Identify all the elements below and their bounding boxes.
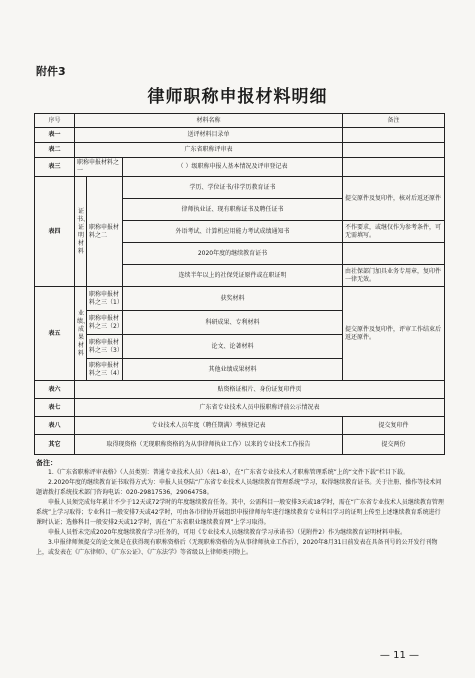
sub-category: 职称申报材料之一	[75, 158, 123, 177]
material-name: 连续半年以上的社保凭证原件或在职证明	[123, 265, 343, 287]
material-name: 取得现资格（无现职称资格的为从事律师执业工作）以来的专业技术工作报告	[75, 435, 343, 455]
remark-cell	[343, 128, 445, 143]
note-item: 3.申报律师须提交的论文须是在获得现有职称资格后（无现职称资格的为从事律师执业工作后），2020年8月31日前发表在具备刊号的公开发行刊物上，或发表在《广东律师》、《广东公证》、《广东法学》等省级以上律师类刊物上。	[36, 539, 438, 556]
note-item: 申报人员暂未完成2020年度继续教育学习任务的，可用《专业技术人员继续教育学习承诺书》（见附件2）作为继续教育证明材料申报。	[48, 529, 407, 536]
remark-cell	[343, 158, 445, 177]
row-label: 表二	[35, 143, 75, 158]
table-row	[35, 177, 445, 199]
material-name: 学历、学位证书/非学历教育证书	[123, 177, 343, 199]
sub-category: 职称申报材料之三（3）	[87, 335, 123, 359]
material-name: 广东省专业技术人员申报职称评前公示情况表	[75, 399, 445, 417]
row-label: 表七	[35, 399, 75, 417]
material-name: 论文、论著材料	[123, 335, 343, 359]
material-name: （ ）级职称申报人基本情况及评审登记表	[123, 158, 343, 177]
remark-cell: 提交原件及复印件，评审工作结束后返还原件。	[343, 287, 445, 381]
sub-category: 职称申报材料之三（4）	[87, 359, 123, 381]
table-row	[35, 158, 445, 177]
header-seq: 序号	[35, 114, 75, 128]
materials-table	[34, 113, 445, 455]
vertical-text: 业绩、成果材料	[77, 309, 90, 357]
remark-cell: 提交复印件	[343, 417, 445, 435]
remark-cell: 提交原件及复印件，核对后返还原件	[343, 177, 445, 221]
sub-category: 职称申报材料之二	[87, 177, 123, 287]
page-number: — 11 —	[379, 650, 419, 661]
material-name: 送评材料目录单	[75, 128, 343, 143]
remark-cell: 不作要求，或继仅作为参考条件，可无需填写。	[343, 221, 445, 243]
row-label: 表五	[35, 287, 75, 381]
note-item: 2.2020年度的继续教育证书取得方式为：申报人员登陆“广东省专业技术人员继续教育管理系统”学习，取得继续教育证书。关于注册、操作等技术问题请拨打系统技术部门咨询电话：020-29817536，29064758。	[36, 479, 442, 496]
row-label: 表三	[35, 158, 75, 177]
row-label: 其它	[35, 435, 75, 455]
remark-cell	[343, 143, 445, 158]
table-row	[35, 399, 445, 417]
row-label: 表一	[35, 128, 75, 143]
vertical-category	[75, 287, 90, 381]
header-remark: 备注	[343, 114, 445, 128]
notes-section	[36, 458, 446, 558]
table-row	[35, 435, 445, 455]
table-row	[35, 381, 445, 399]
header-name: 材料名称	[75, 114, 343, 128]
vertical-text: 证书、证明材料	[77, 207, 90, 255]
material-name: 广东省职称评审表	[75, 143, 343, 158]
material-name: 外语考试、计算机应用能力考试成绩通知书	[123, 221, 343, 243]
remark-cell: 提交两份	[343, 435, 445, 455]
note-item: 申报人员须完成每年累计不少于12天或72学时的年度继续教育任务。其中，公需科目一般安排3天或18学时，需在“广东省专业技术人员继续教育管理系统”上学习取得；专业科目一般安排7天或42学时，可由各市律协开展组织申报律师每年进行继续教育专业科目学习的证明上传至上述继续教育系统进行课时认证；选修科目一般安排2天或12学时，需在“广东省职业继续教育网”上学习取得。	[36, 499, 444, 526]
sub-category: 职称申报材料之三（2）	[87, 311, 123, 335]
table-row	[35, 128, 445, 143]
sub-category: 职称申报材料之三（1）	[87, 287, 123, 311]
vertical-category	[75, 177, 90, 287]
notes-title: 备注：	[36, 459, 57, 467]
attachment-label: 附件3	[36, 65, 66, 78]
material-name: 获奖材料	[123, 287, 343, 311]
table-row	[35, 417, 445, 435]
material-name: 贴资格证相片、身份证复印件页	[75, 381, 445, 399]
table-header-row	[35, 114, 445, 128]
row-label: 表四	[35, 177, 75, 287]
remark-cell: 由社保部门加具业务专用章，复印件一律无效。	[343, 265, 445, 287]
document-title: 律师职称申报材料明细	[147, 87, 328, 107]
material-name: 2020年度的继续教育证书	[123, 243, 343, 265]
material-name: 律师执业证、现有职称证书及聘任证书	[123, 199, 343, 221]
note-item: 1.《广东省职称评审表格》（人员类别：普通专业技术人员）（表1-8），在“广东省专业技术人才职称管理系统”上的“文件下载”栏目下载。	[48, 469, 409, 476]
material-name: 其他业绩成果材料	[123, 359, 343, 381]
row-label: 表六	[35, 381, 75, 399]
row-label: 表八	[35, 417, 75, 435]
material-name: 科研成果、专利材料	[123, 311, 343, 335]
table-row	[35, 287, 445, 311]
remark-cell	[343, 243, 445, 265]
table-row	[35, 143, 445, 158]
material-name: 专业技术人员年度（聘任期满）考核登记表	[75, 417, 343, 435]
